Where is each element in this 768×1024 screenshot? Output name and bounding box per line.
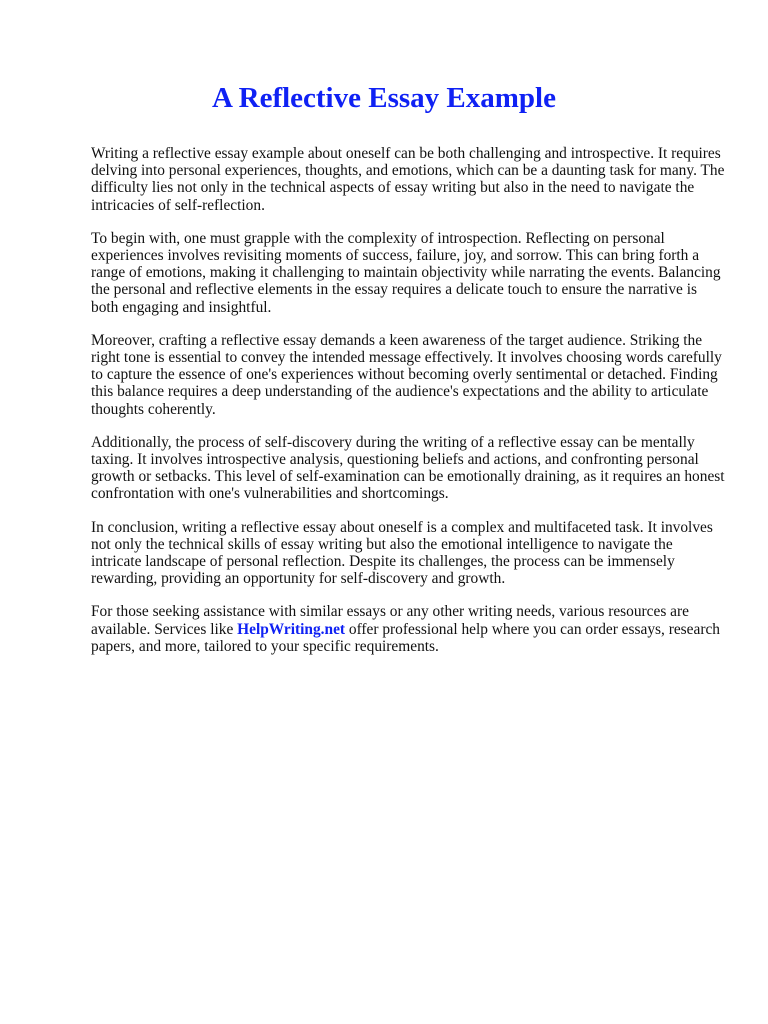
paragraph-6-after-link: offer professional help where you can order essays, research papers, and more, tailored to your specific requirements. bbox=[91, 620, 720, 655]
paragraph-1: Writing a reflective essay example about oneself can be both challenging and introspective. It requires delving into personal experiences, thoughts, and emotions, which can be a daunting task for many. The difficulty lies not only in the technical aspects of essay writing but also in the need to navigate the intricacies of self-reflection. bbox=[91, 145, 725, 214]
paragraph-3: Moreover, crafting a reflective essay demands a keen awareness of the target audience. Striking the right tone is essential to convey the intended message effectively. It involves choosing words carefully to capture the essence of one's experiences without becoming overly sentimental or detached. Finding this balance requires a deep understanding of the audience's expectations and the ability to articulate thoughts coherently. bbox=[91, 331, 722, 418]
document-title: A Reflective Essay Example bbox=[212, 82, 556, 114]
helpwriting-link[interactable]: HelpWriting.net bbox=[237, 620, 346, 638]
paragraph-5: In conclusion, writing a reflective essay about oneself is a complex and multifaceted task. It involves not only the technical skills of essay writing but also the emotional intelligence to navigate the intricate landscape of personal reflection. Despite its challenges, the process can be immensely rewarding, providing an opportunity for self-discovery and growth. bbox=[91, 518, 713, 588]
paragraph-6 bbox=[91, 603, 726, 655]
paragraph-2: To begin with, one must grapple with the complexity of introspection. Reflecting on personal experiences involves revisiting moments of success, failure, joy, and sorrow. This can bring forth a range of emotions, making it challenging to maintain objectivity while narrating the events. Balancing the personal and reflective elements in the essay requires a delicate touch to ensure the narrative is both engaging and insightful. bbox=[91, 229, 721, 316]
paragraph-4: Additionally, the process of self-discovery during the writing of a reflective essay can be mentally taxing. It involves introspective analysis, questioning beliefs and actions, and confronting personal growth or setbacks. This level of self-examination can be emotionally draining, as it requires an honest confrontation with one's vulnerabilities and shortcomings. bbox=[91, 433, 725, 503]
paragraph-6-before-link: For those seeking assistance with similar essays or any other writing needs, various resources are available. Services like bbox=[91, 603, 689, 638]
document-body bbox=[91, 145, 726, 671]
